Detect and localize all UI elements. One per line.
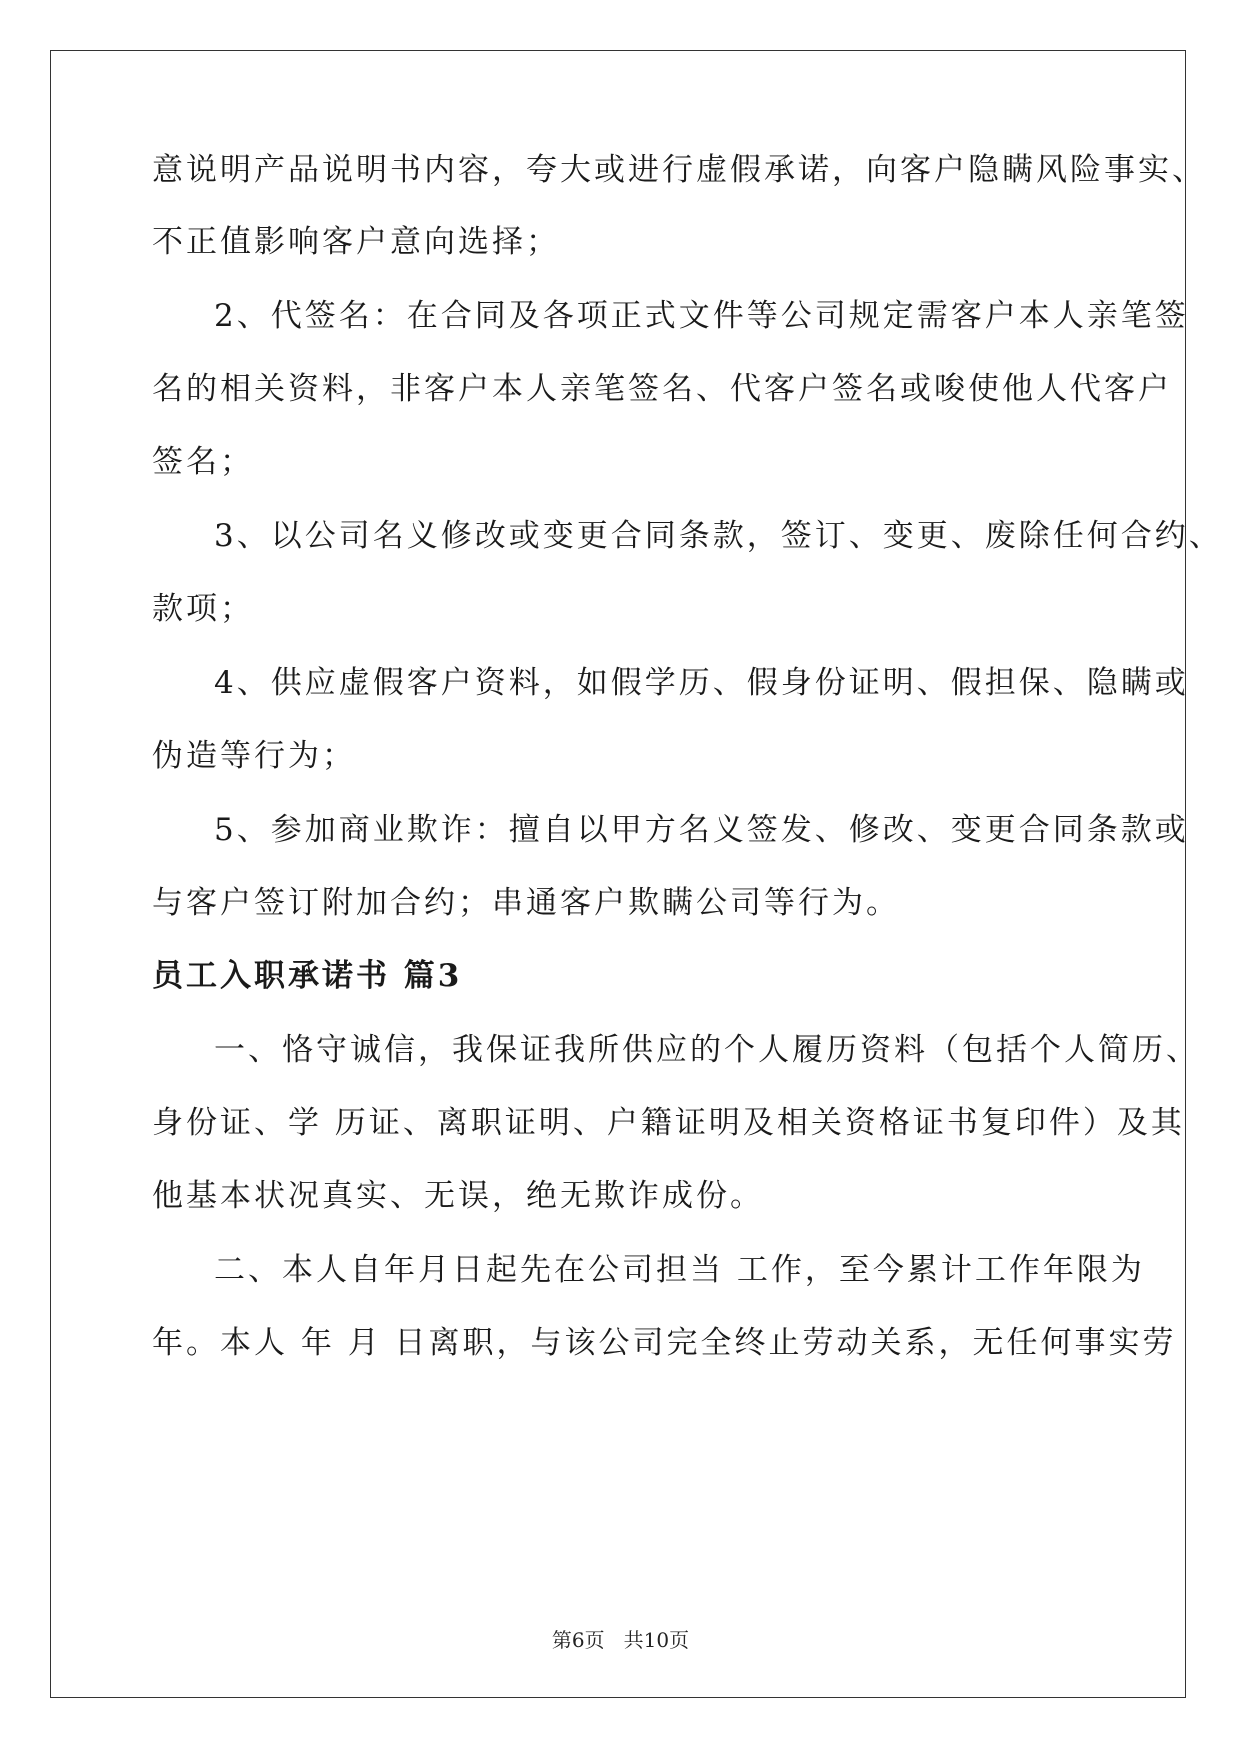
paragraph-line: 3、以公司名义修改或变更合同条款，签订、变更、废除任何合约、 <box>214 518 1223 554</box>
paragraph-line: 4、供应虚假客户资料，如假学历、假身份证明、假担保、隐瞒或 <box>214 665 1189 701</box>
paragraph-line: 与客户签订附加合约；串通客户欺瞒公司等行为。 <box>152 885 900 921</box>
paragraph-line: 二、本人自年月日起先在公司担当 工作，至今累计工作年限为 <box>214 1252 1145 1288</box>
paragraph-line: 款项； <box>152 591 254 627</box>
paragraph-line: 签名； <box>152 444 254 480</box>
paragraph-line: 他基本状况真实、无误，绝无欺诈成份。 <box>152 1178 764 1214</box>
paragraph-line: 意说明产品说明书内容，夸大或进行虚假承诺，向客户隐瞒风险事实、 <box>152 152 1206 188</box>
paragraph-line: 5、参加商业欺诈：擅自以甲方名义签发、修改、变更合同条款或 <box>214 812 1189 848</box>
paragraph-line: 伪造等行为； <box>152 738 356 774</box>
paragraph-line: 不正值影响客户意向选择； <box>152 224 560 260</box>
page-number-footer: 第6页 共10页 <box>551 1628 690 1652</box>
paragraph-line: 名的相关资料，非客户本人亲笔签名、代客户签名或唆使他人代客户 <box>152 371 1172 407</box>
section-heading: 员工入职承诺书 篇3 <box>152 958 463 994</box>
paragraph-line: 一、恪守诚信，我保证我所供应的个人履历资料（包括个人简历、 <box>214 1032 1200 1068</box>
paragraph-line: 身份证、学 历证、离职证明、户籍证明及相关资格证书复印件）及其 <box>152 1105 1185 1141</box>
paragraph-line: 2、代签名：在合同及各项正式文件等公司规定需客户本人亲笔签 <box>214 298 1189 334</box>
paragraph-line: 年。本人 年 月 日离职，与该公司完全终止劳动关系，无任何事实劳 <box>152 1325 1177 1361</box>
